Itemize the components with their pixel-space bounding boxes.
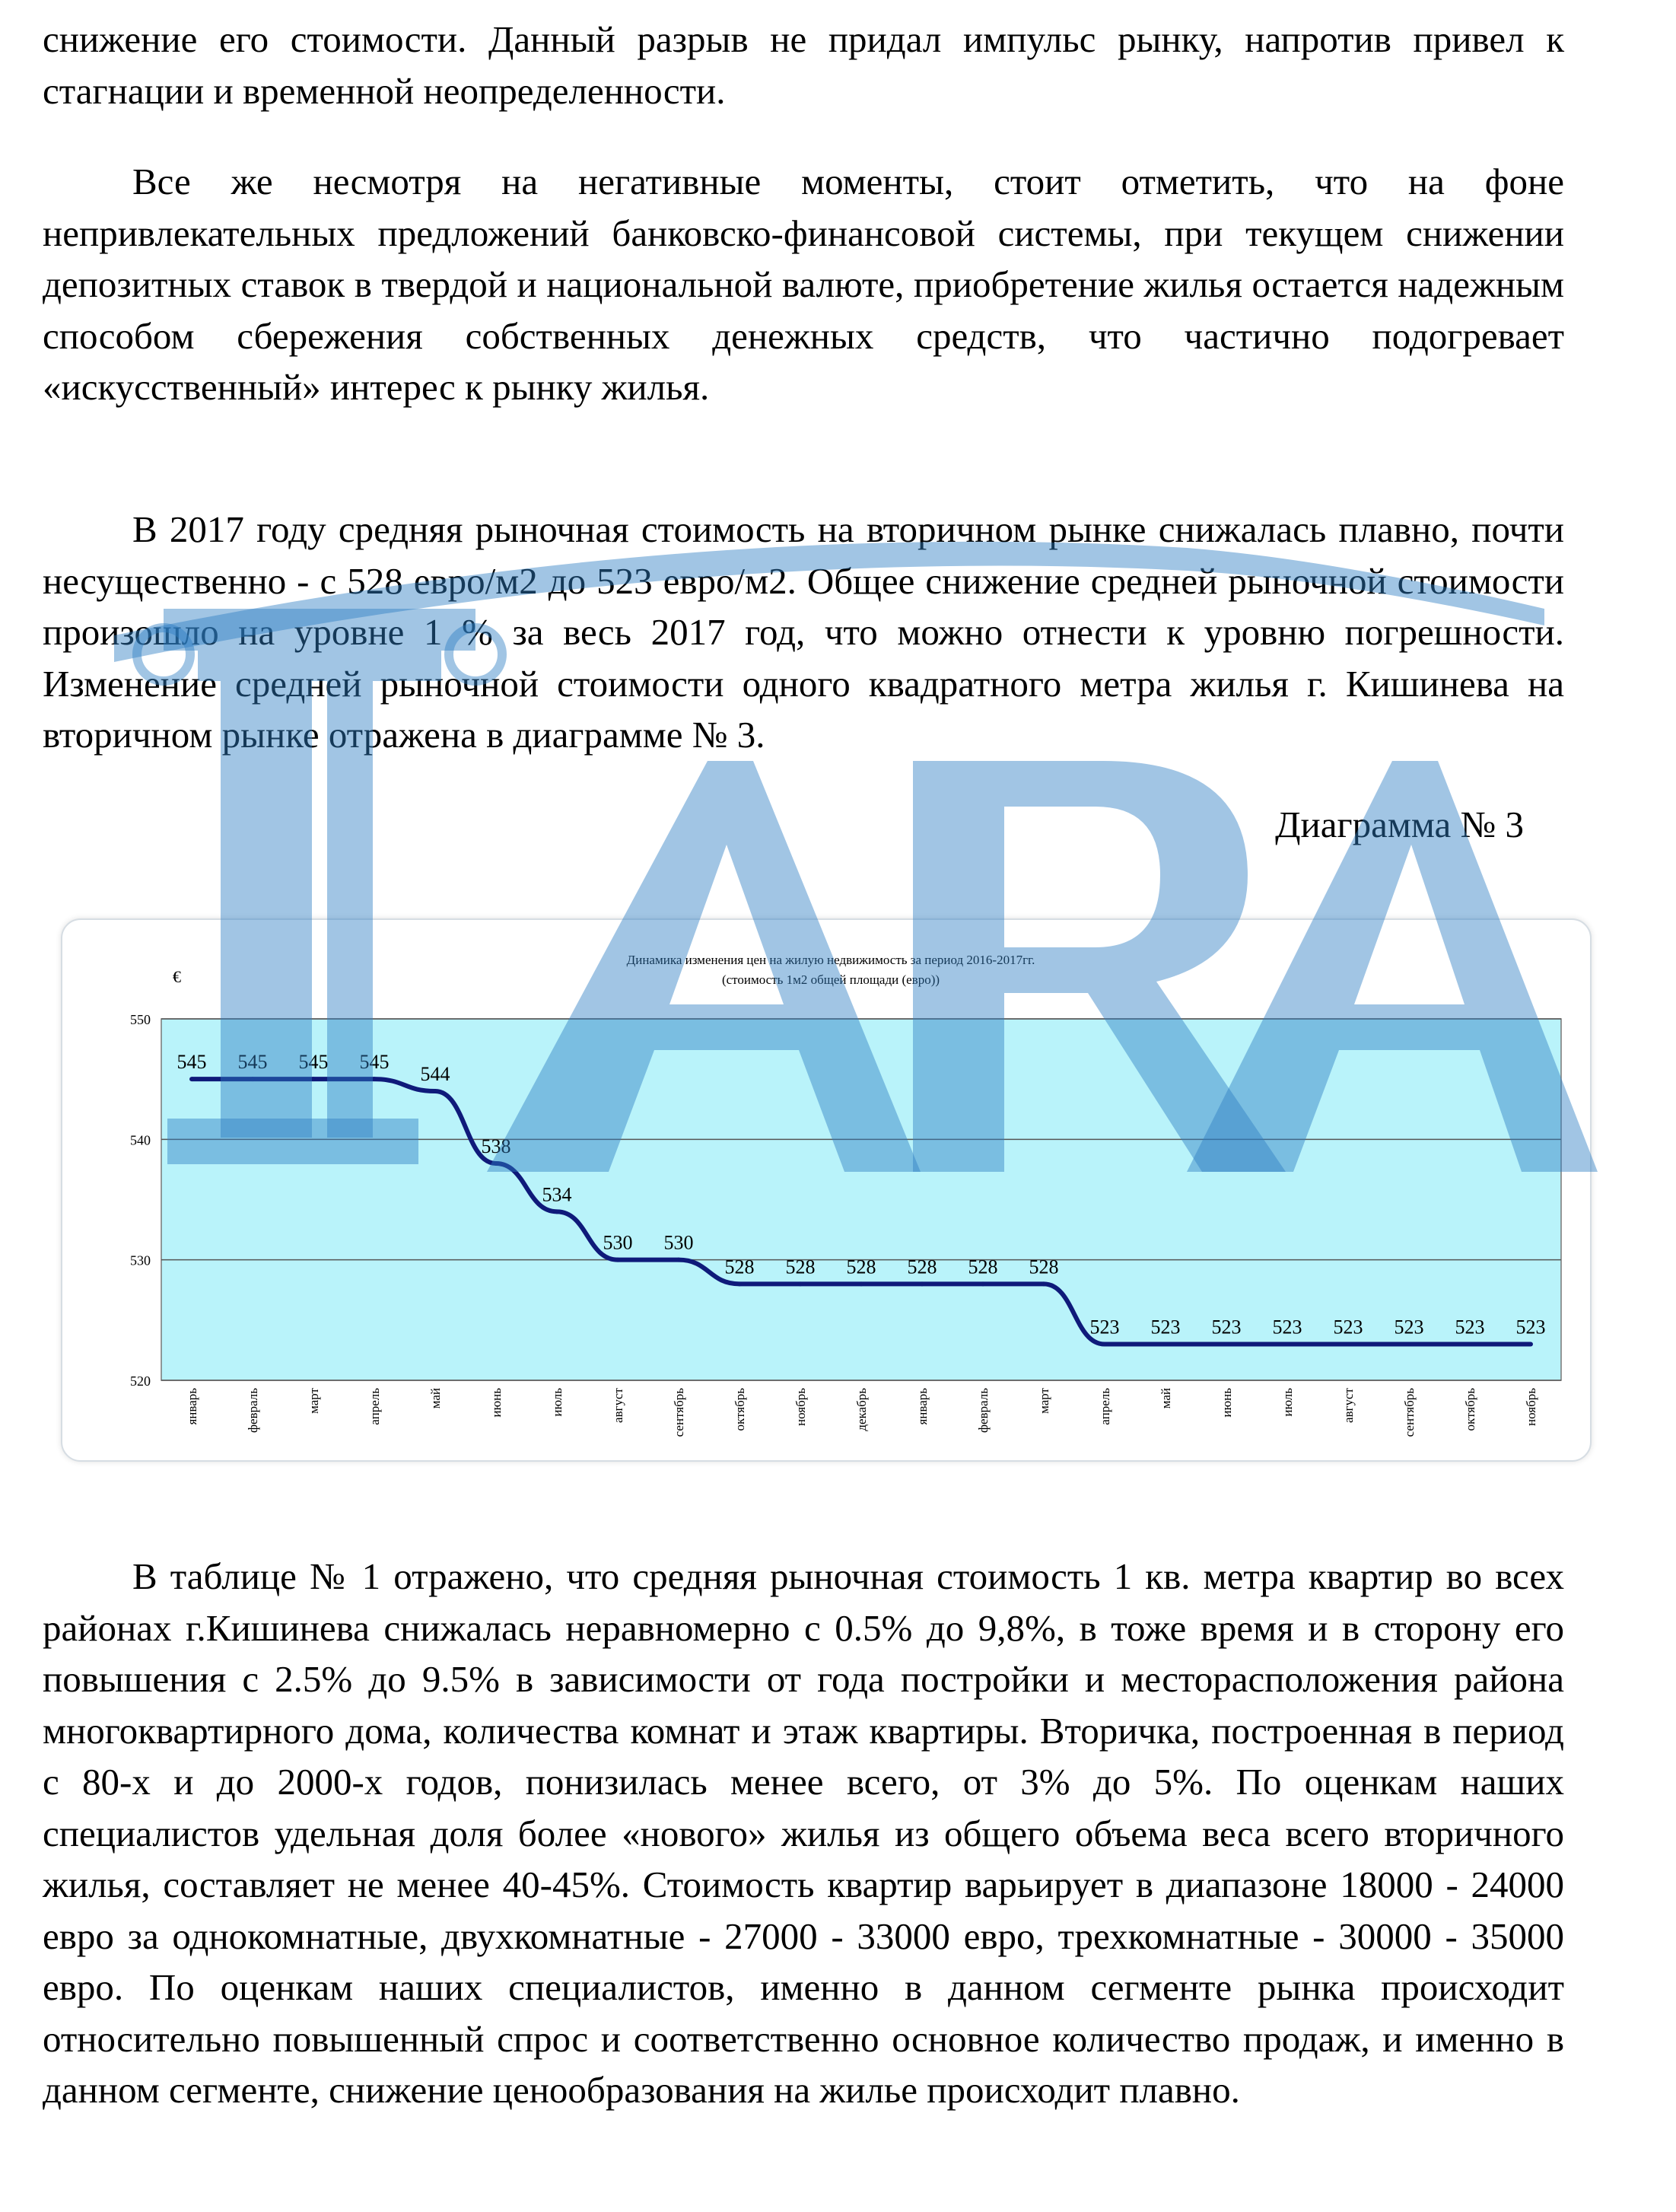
data-point (676, 1258, 681, 1262)
x-tick-label: сентябрь (1402, 1388, 1417, 1437)
data-label: 523 (1515, 1316, 1546, 1338)
data-label: 528 (724, 1256, 755, 1278)
data-label: 523 (1150, 1316, 1181, 1338)
x-tick-label: март (1037, 1388, 1051, 1414)
data-point (1346, 1342, 1350, 1347)
paragraph-2: Все же несмотря на негативные моменты, стоит отметить, что на фоне непривлекательных предложений банковско-финансовой системы, при текущем снижении депозитных ставок в твердой и национальной валюте, приобретение жилья остается надежным способом сбережения собственных денежных средств, что частично подогревает «искусственный» интерес к рынку жилья. (43, 161, 1564, 408)
data-point (250, 1077, 255, 1081)
x-tick-label: март (307, 1388, 321, 1414)
data-point (433, 1089, 437, 1093)
diagram-caption: Диаграмма № 3 (1275, 804, 1524, 845)
data-label: 523 (1089, 1316, 1120, 1338)
data-label: 523 (1455, 1316, 1485, 1338)
x-tick-label: июль (1280, 1388, 1295, 1417)
x-tick-label: август (611, 1388, 625, 1424)
x-tick-label: апрель (1098, 1388, 1112, 1425)
data-point (981, 1281, 985, 1286)
x-tick-label: июнь (489, 1388, 504, 1418)
paragraph-4: В таблице № 1 отражено, что средняя рыночная стоимость 1 кв. метра квартир во всех районах г.Кишинева снижалась неравномерно с 0.5% до 9,8%, в тоже время и в сторону его повышения с 2.5% до 9.5% в зависимости от года постройки и месторасположения района многоквартирного дома, количества комнат и этаж квартиры. Вторичка, построенная в период с 80-х и до 2000-х годов, понизилась менее всего, от 3% до 5%. По оценкам наших специалистов удельная доля более «нового» жилья из общего объема веса всего вторичного жилья, составляет не менее 40-45%. Стоимость квартир варьирует в диапазоне 18000 - 24000 евро за однокомнатные, двухкомнатные - 27000 - 33000 евро, трехкомнатные - 30000 - 35000 евро. По оценкам наших специалистов, именно в данном сегменте рынка происходит относительно повышенный спрос и соответственно основное количество продаж, и именно в данном сегменте, снижение ценообразования на жилье происходит плавно. (43, 1555, 1564, 2111)
y-tick-label: 550 (130, 1012, 151, 1027)
data-label: 523 (1211, 1316, 1242, 1338)
data-point (372, 1077, 377, 1081)
data-point (1042, 1281, 1046, 1286)
data-point (1468, 1342, 1472, 1347)
data-point (615, 1258, 620, 1262)
data-label: 528 (846, 1256, 876, 1278)
data-label: 534 (542, 1183, 572, 1206)
x-tick-label: декабрь (854, 1388, 869, 1431)
data-point (1163, 1342, 1168, 1347)
x-tick-label: май (1159, 1388, 1173, 1409)
x-tick-label: ноябрь (1524, 1388, 1538, 1426)
data-point (920, 1281, 924, 1286)
x-tick-label: июнь (1220, 1388, 1234, 1418)
x-tick-label: октябрь (1463, 1388, 1477, 1431)
data-label: 545 (359, 1051, 390, 1074)
x-tick-label: январь (915, 1388, 930, 1425)
x-tick-label: январь (185, 1388, 199, 1425)
price-line-chart (62, 920, 1590, 1460)
x-tick-label: май (428, 1388, 443, 1409)
data-point (737, 1281, 742, 1286)
data-label: 523 (1272, 1316, 1302, 1338)
data-label: 528 (907, 1256, 937, 1278)
data-label: 528 (1029, 1256, 1059, 1278)
x-tick-label: октябрь (733, 1388, 747, 1431)
x-tick-label: ноябрь (793, 1388, 808, 1426)
data-label: 528 (968, 1256, 998, 1278)
y-tick-label: 530 (130, 1252, 151, 1268)
data-point (555, 1209, 559, 1214)
x-tick-label: февраль (246, 1388, 260, 1434)
data-label: 538 (481, 1135, 511, 1157)
data-label: 545 (298, 1051, 329, 1074)
data-point (798, 1281, 803, 1286)
data-label: 528 (785, 1256, 816, 1278)
data-label: 530 (603, 1231, 633, 1254)
x-tick-label: сентябрь (672, 1388, 686, 1437)
data-point (859, 1281, 863, 1286)
data-point (1407, 1342, 1411, 1347)
data-point (1102, 1342, 1107, 1347)
data-point (189, 1077, 194, 1081)
y-axis-label: € (173, 967, 181, 986)
paragraph-1: снижение его стоимости. Данный разрыв не придал импульс рынку, напротив привел к стагнации и временной неопределенности. (43, 18, 1564, 112)
data-label: 545 (237, 1051, 268, 1074)
data-label: 523 (1394, 1316, 1424, 1338)
chart-frame (61, 918, 1592, 1462)
x-tick-label: август (1341, 1388, 1356, 1424)
data-label: 530 (663, 1231, 694, 1254)
chart-title: Динамика изменения цен на жилую недвижимость за период 2016-2017гг. (626, 953, 1035, 967)
data-label: 545 (177, 1051, 207, 1074)
data-point (311, 1077, 316, 1081)
data-label: 544 (420, 1063, 450, 1085)
data-point (1224, 1342, 1229, 1347)
data-point (1285, 1342, 1290, 1347)
data-point (1528, 1342, 1533, 1347)
data-point (494, 1161, 498, 1166)
data-label: 523 (1333, 1316, 1363, 1338)
paragraph-3: В 2017 году средняя рыночная стоимость на вторичном рынке снижалась плавно, почти несущественно - с 528 евро/м2 до 523 евро/м2. Общее снижение средней рыночной стоимости произошло на уровне 1 % за весь 2017 год, что можно отнести к уровню погрешности. Изменение средней рыночной стоимости одного квадратного метра жилья г. Кишинева на вторичном рынке отражена в диаграмме № 3. (43, 508, 1564, 756)
chart-subtitle: (стоимость 1м2 общей площади (евро)) (721, 972, 940, 987)
x-tick-label: апрель (367, 1388, 382, 1425)
y-tick-label: 520 (130, 1373, 151, 1389)
x-tick-label: июль (550, 1388, 564, 1417)
y-tick-label: 540 (130, 1132, 151, 1148)
x-tick-label: февраль (976, 1388, 991, 1434)
